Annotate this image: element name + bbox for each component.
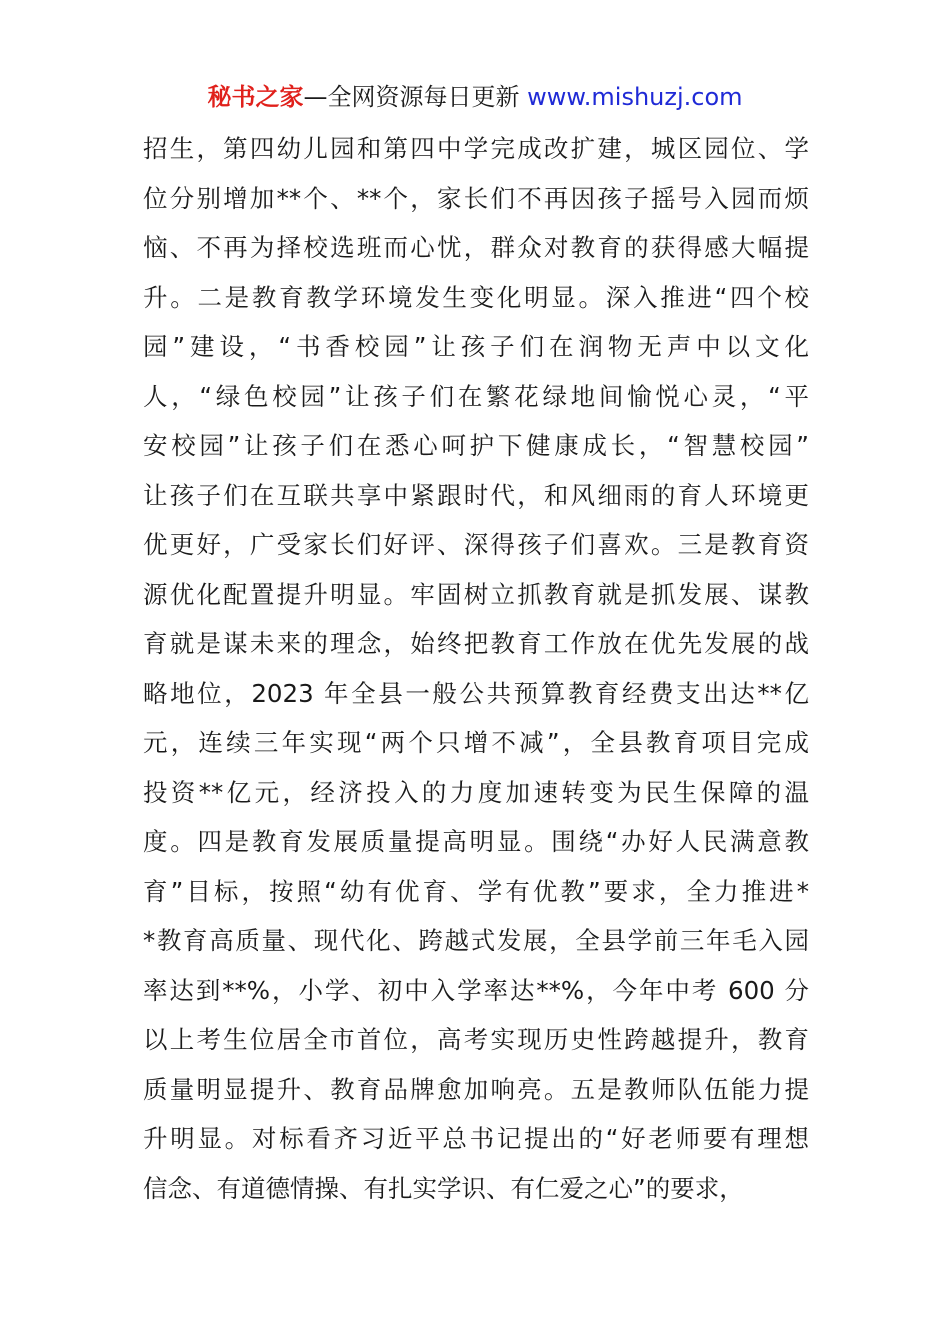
text-line: *教育高质量、现代化、跨越式发展，全县学前三年毛入园 (143, 926, 809, 955)
text-line: 升明显。对标看齐习近平总书记提出的“好老师要有理想 (143, 1124, 809, 1153)
site-url-link[interactable]: www.mishuzj.com (527, 83, 743, 111)
text-line: 招生，第四幼儿园和第四中学完成改扩建，城区园位、学 (143, 134, 809, 163)
site-brand: 秘书之家 (207, 83, 304, 111)
text-line: 元，连续三年实现“两个只增不减”，全县教育项目完成 (143, 728, 809, 757)
site-header (0, 80, 950, 114)
text-line: 信念、有道德情操、有扎实学识、有仁爱之心”的要求， (143, 1173, 744, 1203)
text-line: 让孩子们在互联共享中紧跟时代，和风细雨的育人环境更 (143, 480, 809, 510)
text-line: 人，“绿色校园”让孩子们在繁花绿地间愉悦心灵，“平 (143, 381, 809, 411)
text-line: 育就是谋未来的理念，始终把教育工作放在优先发展的战 (143, 629, 809, 658)
text-line: 园”建设，“书香校园”让孩子们在润物无声中以文化 (143, 332, 809, 361)
text-line: 育”目标，按照“幼有优育、学有优教”要求，全力推进* (143, 876, 809, 906)
text-line: 略地位，2023 年全县一般公共预算教育经费支出达**亿 (143, 678, 809, 708)
text-line: 优更好，广受家长们好评、深得孩子们喜欢。三是教育资 (143, 530, 809, 559)
text-line: 升。二是教育教学环境发生变化明显。深入推进“四个校 (143, 282, 809, 312)
text-line: 恼、不再为择校选班而心忧，群众对教育的获得感大幅提 (143, 233, 809, 262)
text-line: 源优化配置提升明显。牢固树立抓教育就是抓发展、谋教 (143, 579, 809, 609)
site-tagline: —全网资源每日更新 (303, 83, 528, 111)
text-line: 以上考生位居全市首位，高考实现历史性跨越提升，教育 (143, 1025, 809, 1054)
text-line: 率达到**%，小学、初中入学率达**%，今年中考 600 分 (143, 975, 809, 1005)
document-body (143, 124, 809, 1213)
text-line: 度。四是教育发展质量提高明显。围绕“办好人民满意教 (143, 827, 809, 856)
text-line: 投资**亿元，经济投入的力度加速转变为民生保障的温 (143, 777, 809, 807)
text-line: 位分别增加**个、**个，家长们不再因孩子摇号入园而烦 (143, 183, 809, 213)
text-line: 安校园”让孩子们在悉心呵护下健康成长，“智慧校园” (143, 431, 809, 460)
text-line: 质量明显提升、教育品牌愈加响亮。五是教师队伍能力提 (143, 1074, 809, 1104)
